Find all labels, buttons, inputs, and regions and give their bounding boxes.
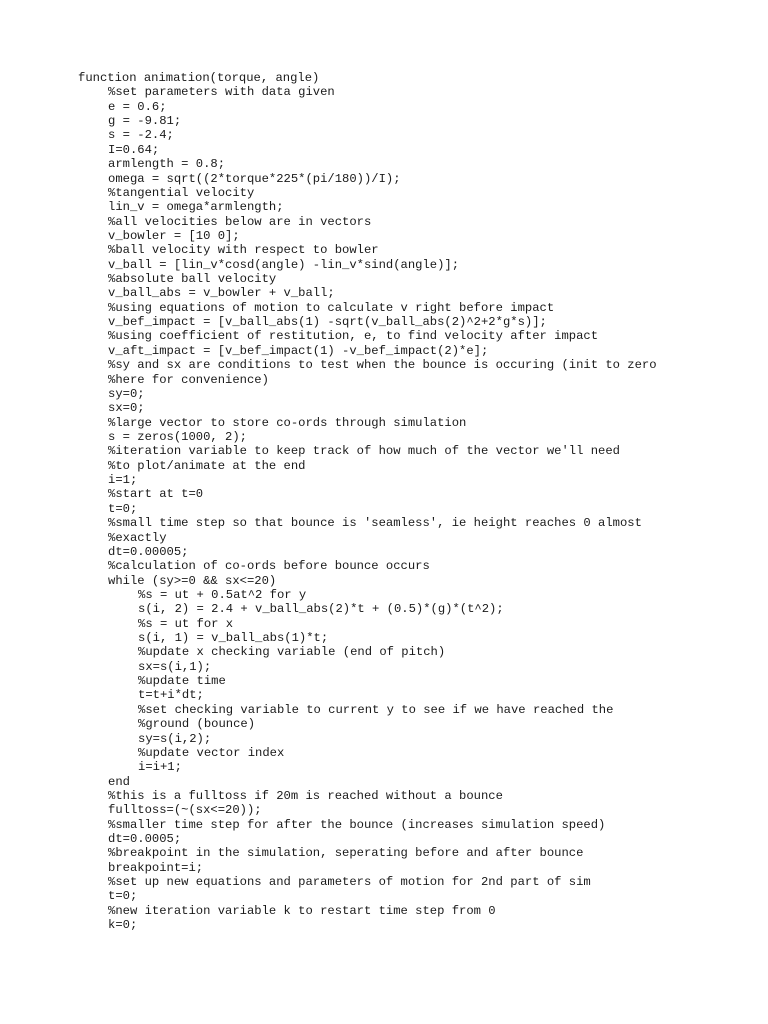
code-line: %tangential velocity (108, 185, 255, 200)
code-line: %small time step so that bounce is 'seamless', ie height reaches 0 almost (108, 516, 642, 531)
code-line: %s = ut + 0.5at^2 for y (138, 587, 307, 602)
code-line: %set parameters with data given (108, 85, 335, 100)
code-line: %start at t=0 (108, 487, 204, 502)
code-line: %breakpoint in the simulation, seperating before and after bounce (108, 846, 584, 861)
code-line: %absolute ball velocity (108, 272, 277, 287)
code-line: s(i, 2) = 2.4 + v_ball_abs(2)*t + (0.5)*(g)*(t^2); (138, 602, 504, 617)
code-line: s = -2.4; (108, 128, 174, 143)
code-line: s = zeros(1000, 2); (108, 429, 247, 444)
code-line: v_ball_abs = v_bowler + v_ball; (108, 286, 335, 301)
code-line: while (sy>=0 && sx<=20) (108, 573, 277, 588)
code-line: i=i+1; (138, 760, 182, 775)
code-line: v_bef_impact = [v_ball_abs(1) -sqrt(v_ball_abs(2)^2+2*g*s)]; (108, 315, 547, 330)
code-line: %using coefficient of restitution, e, to find velocity after impact (108, 329, 599, 344)
code-line: dt=0.0005; (108, 832, 182, 847)
code-line: %iteration variable to keep track of how much of the vector we'll need (108, 444, 620, 459)
code-line: function animation(torque, angle) (78, 71, 320, 85)
code-line: k=0; (108, 918, 138, 933)
code-line: t=t+i*dt; (138, 688, 204, 703)
code-line: %s = ut for x (138, 616, 234, 631)
code-line: v_ball = [lin_v*cosd(angle) -lin_v*sind(angle)]; (108, 257, 460, 272)
code-line: fulltoss=(~(sx<=20)); (108, 803, 262, 818)
code-line: armlength = 0.8; (108, 157, 226, 172)
code-line: %to plot/animate at the end (108, 458, 306, 473)
code-line: %new iteration variable k to restart time step from 0 (108, 903, 496, 918)
code-line: sy=s(i,2); (138, 731, 212, 746)
code-line: %set up new equations and parameters of motion for 2nd part of sim (108, 875, 591, 890)
code-line: %update vector index (138, 745, 285, 760)
code-line: i=1; (108, 473, 138, 488)
code-line: sy=0; (108, 386, 145, 401)
code-line: %exactly (108, 530, 167, 545)
code-line: t=0; (108, 889, 138, 904)
code-line: %update x checking variable (end of pitch) (138, 645, 446, 660)
code-line: e = 0.6; (108, 99, 167, 114)
code-line: v_aft_impact = [v_bef_impact(1) -v_bef_impact(2)*e]; (108, 343, 489, 358)
code-line: %smaller time step for after the bounce (increases simulation speed) (108, 817, 606, 832)
code-line: %ground (bounce) (138, 717, 256, 732)
code-line: %calculation of co-ords before bounce occurs (108, 559, 430, 574)
code-line: dt=0.00005; (108, 544, 189, 559)
code-line: %update time (138, 674, 226, 689)
code-line: t=0; (108, 501, 138, 516)
code-line: end (108, 774, 130, 789)
code-line: %using equations of motion to calculate v right before impact (108, 300, 555, 315)
code-line: sx=s(i,1); (138, 659, 212, 674)
code-line: %large vector to store co-ords through simulation (108, 415, 467, 430)
code-line: v_bowler = [10 0]; (108, 228, 240, 243)
code-line: g = -9.81; (108, 114, 182, 129)
code-line: %sy and sx are conditions to test when the bounce is occuring (init to zero (108, 358, 657, 373)
code-line: %this is a fulltoss if 20m is reached without a bounce (108, 788, 503, 803)
code-line: %ball velocity with respect to bowler (108, 243, 379, 258)
code-line: %set checking variable to current y to see if we have reached the (138, 702, 614, 717)
code-line: %all velocities below are in vectors (108, 214, 372, 229)
code-line: omega = sqrt((2*torque*225*(pi/180))/I); (108, 171, 401, 186)
code-line: lin_v = omega*armlength; (108, 200, 284, 215)
code-line: %here for convenience) (108, 372, 269, 387)
code-line: s(i, 1) = v_ball_abs(1)*t; (138, 631, 329, 646)
code-listing (78, 71, 758, 933)
code-line: sx=0; (108, 401, 145, 416)
code-line: breakpoint=i; (108, 860, 204, 875)
code-line: I=0.64; (108, 142, 160, 157)
